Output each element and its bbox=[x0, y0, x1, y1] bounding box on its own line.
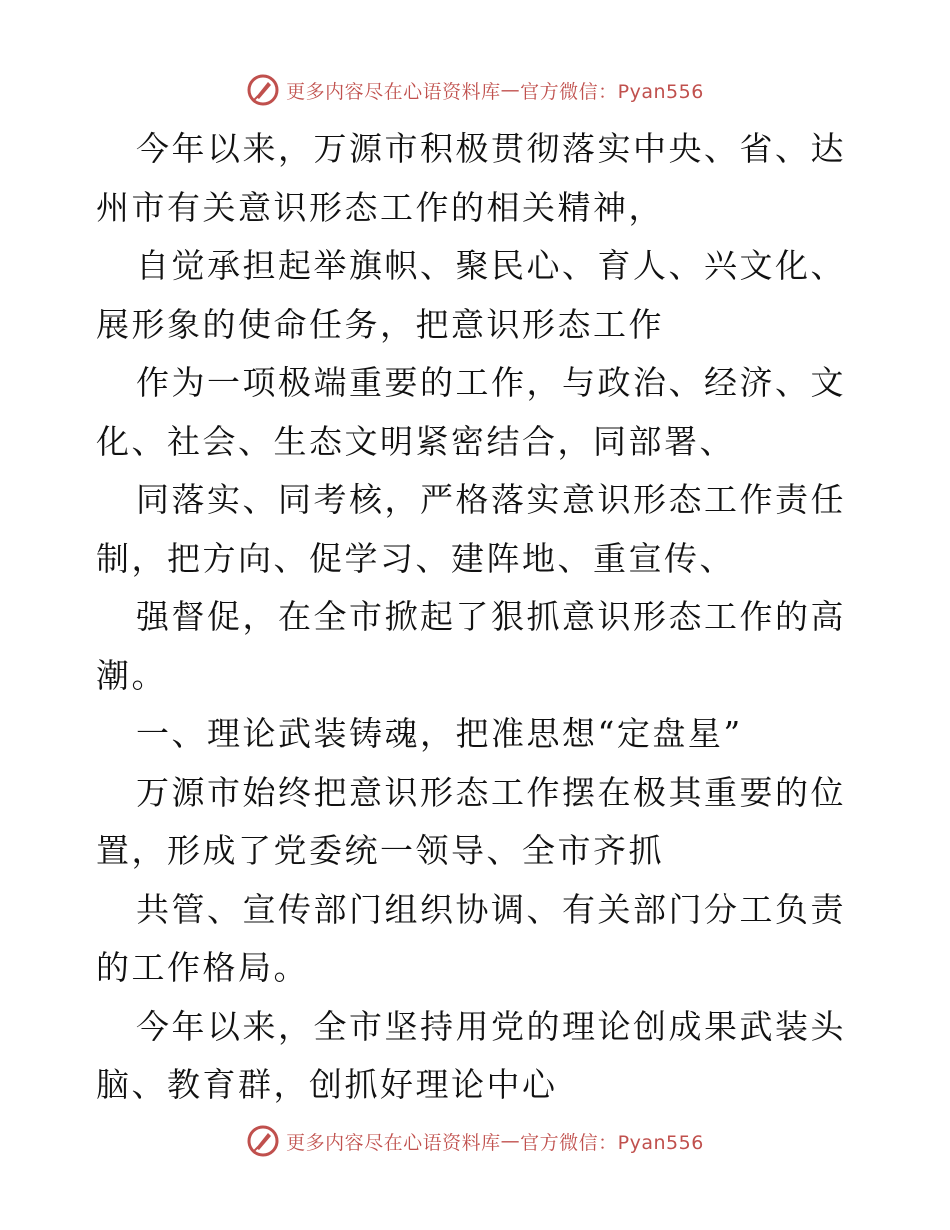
quill-logo-icon bbox=[246, 73, 280, 107]
paragraph: 同落实、同考核，严格落实意识形态工作责任制，把方向、促学习、建阵地、重宣传、 bbox=[96, 480, 846, 578]
watermark-separator: — bbox=[500, 79, 521, 101]
watermark-brand: 更多内容尽在心语资料库 bbox=[286, 80, 501, 103]
paragraph: 共管、宣传部门组织协调、有关部门分工负责的工作格局。 bbox=[96, 889, 846, 987]
paragraph: 自觉承担起举旗帜、聚民心、育人、兴文化、展形象的使命任务，把意识形态工作 bbox=[96, 246, 846, 344]
watermark-wechat: 官方微信：Pyan556 bbox=[520, 1131, 704, 1154]
quill-logo-icon bbox=[246, 1124, 280, 1158]
paragraph: 强督促，在全市掀起了狠抓意识形态工作的高潮。 bbox=[96, 597, 846, 695]
header-watermark bbox=[0, 73, 950, 107]
watermark-separator: — bbox=[500, 1130, 521, 1152]
paragraph: 今年以来，万源市积极贯彻落实中央、省、达州市有关意识形态工作的相关精神， bbox=[96, 129, 846, 227]
paragraph: 万源市始终把意识形态工作摆在极其重要的位置，形成了党委统一领导、全市齐抓 bbox=[96, 772, 846, 870]
paragraph: 作为一项极端重要的工作，与政治、经济、文化、社会、生态文明紧密结合，同部署、 bbox=[96, 363, 846, 461]
footer-watermark bbox=[0, 1124, 950, 1158]
paragraph: 今年以来，全市坚持用党的理论创成果武装头脑、教育群，创抓好理论中心 bbox=[96, 1006, 846, 1104]
section-heading: 一、理论武装铸魂，把准思想“定盘星” bbox=[136, 714, 743, 753]
document-body bbox=[96, 120, 856, 1115]
watermark-brand: 更多内容尽在心语资料库 bbox=[286, 1131, 501, 1154]
watermark-wechat: 官方微信：Pyan556 bbox=[520, 80, 704, 103]
